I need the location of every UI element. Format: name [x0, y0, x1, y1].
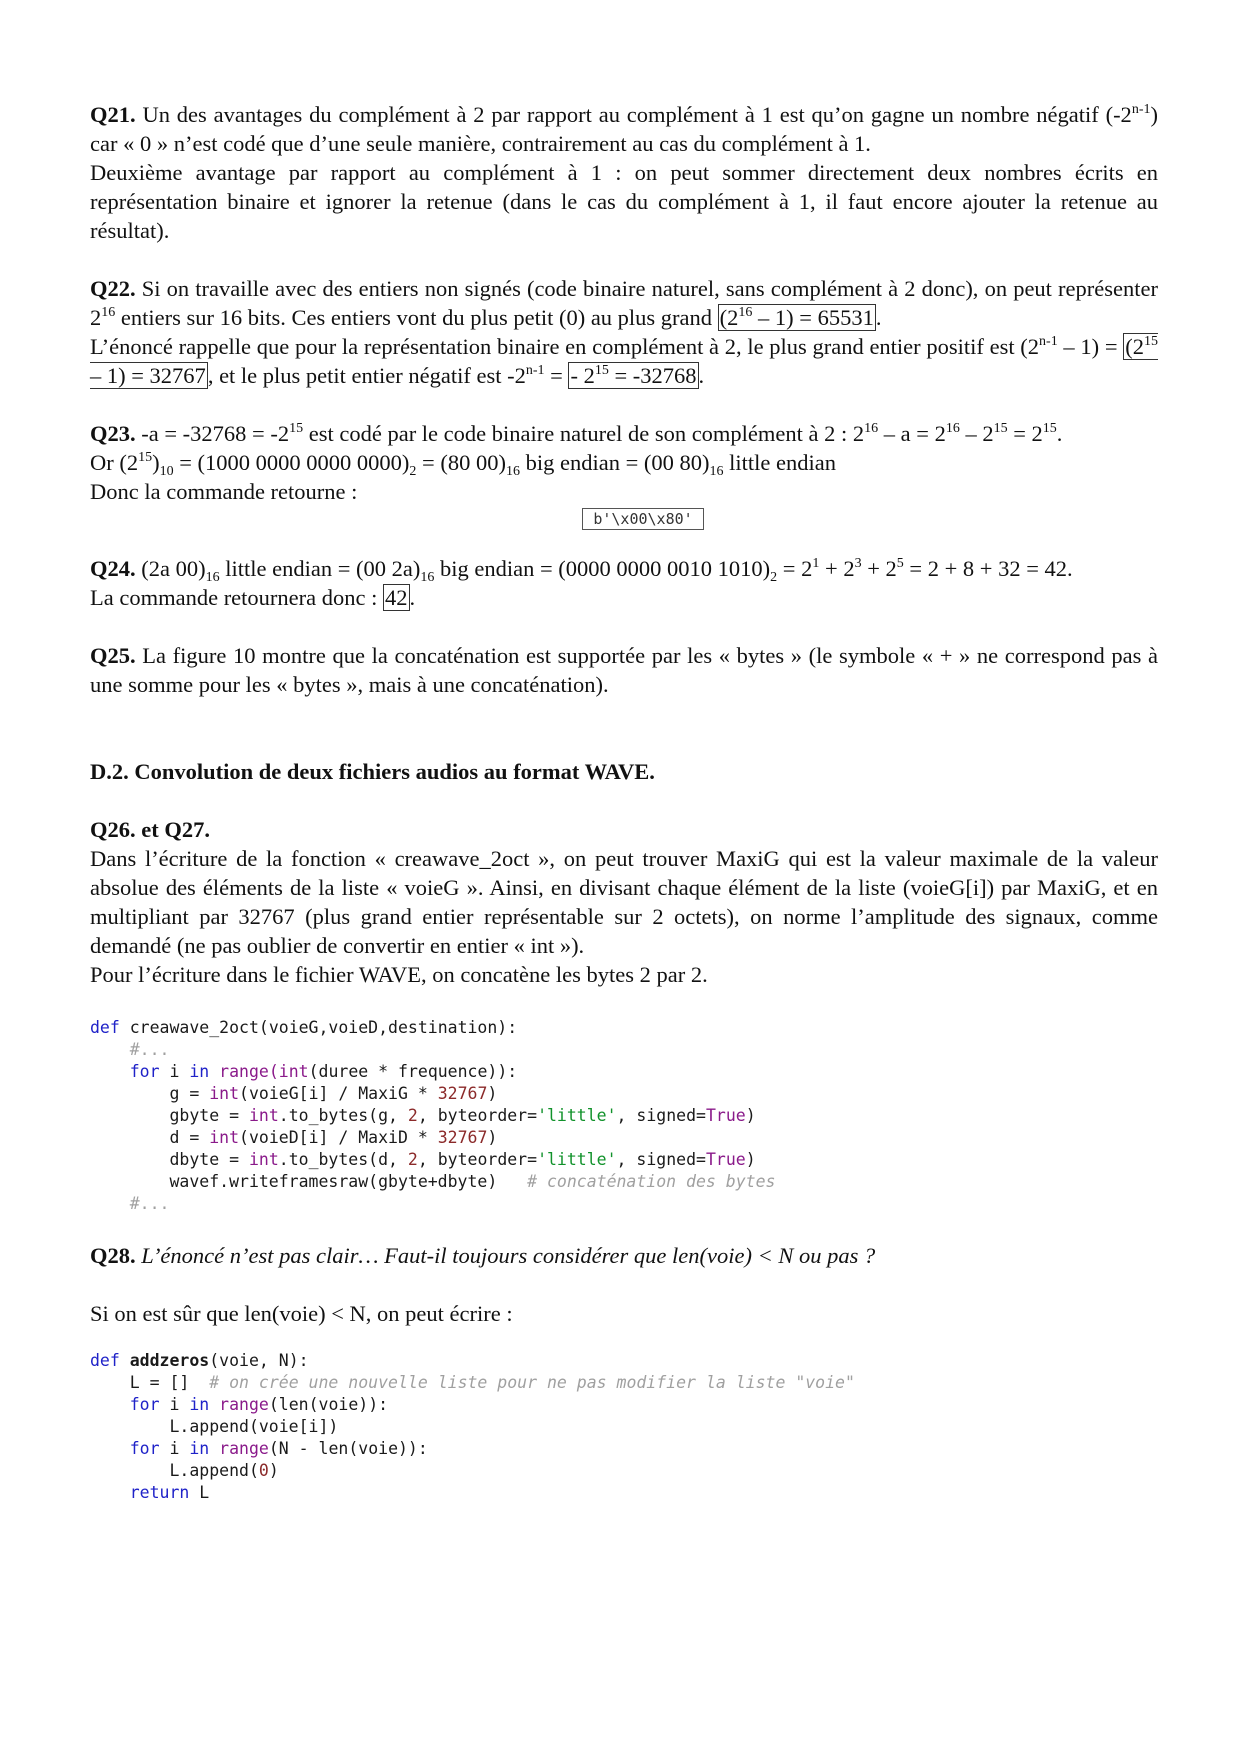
- q23-donc-line: Donc la commande retourne :: [90, 479, 358, 504]
- code-block-creawave: def creawave_2oct(voieG,voieD,destination): #... for i in range(int(duree * frequence)): g = int(voieG[i] / MaxiG * 32767) gbyte = int.to_bytes(g, 2, byteorder='little', signed=True) d = int(voieD[i] / MaxiD * 32767) dbyte = int.to_bytes(d, 2, byteorder='little', signed=True) wavef.writeframesraw(gbyte+dbyte) # concaténation des bytes #...: [90, 1018, 776, 1213]
- q21-paragraph-2: Deuxième avantage par rapport au complément à 1 : on peut sommer directement deux nombres écrits en représentation binaire et ignorer la retenue (dans le cas du complément à 1, il faut encore ajouter la retenue au résultat).: [90, 160, 1158, 243]
- document-page: [90, 100, 1158, 1504]
- section-heading-d2: D.2. Convolution de deux fichiers audios au format WAVE.: [90, 759, 655, 784]
- q26-q27-paragraph: Dans l’écriture de la fonction « creawave_2oct », on peut trouver MaxiG qui est la valeur maximale de la valeur absolue des éléments de la liste « voieG ». Ainsi, en divisant chaque élément de la liste (voieG[i]) par MaxiG, et en multipliant par 32767 (plus grand entier représentable sur 2 octets), on norme l’amplitude des signaux, comme demandé (ne pas oublier de convertir en entier « int »).: [90, 846, 1158, 958]
- q26-q27-label: Q26. et Q27.: [90, 817, 210, 842]
- q21-label: Q21.: [90, 102, 136, 127]
- q28-block: [90, 1241, 1158, 1328]
- q25-paragraph: Q25. La figure 10 montre que la concaténation est supportée par les « bytes » (le symbole « + » ne correspond pas à une somme pour les « bytes », mais à une concaténation).: [90, 643, 1158, 697]
- q28-intro: Si on est sûr que len(voie) < N, on peut écrire :: [90, 1301, 513, 1326]
- q24-block: [90, 554, 1158, 612]
- q24-paragraph: Q24. (2a $00)_{16}$ little endian = (00 $2a)_{16}$ big endian = (0000 0000 0010 $1010)_2 = 2^1 + 2^3 + 2^5 = 2 + 8 + 32 = 42$.: [90, 556, 1073, 585]
- answer-box-32767: $(2^{15} - 1) = 32767$: [90, 334, 1158, 388]
- answer-box-42: 42: [385, 585, 408, 610]
- q23-block: [90, 419, 1158, 530]
- q21-block: [90, 100, 1158, 245]
- q22-paragraph: Q22. Si on travaille avec des entiers non signés (code binaire naturel, sans complément à 2 donc), on peut représenter $2^{16}$ entiers sur 16 bits. Ces entiers vont du plus petit (0) au plus grand $(2^{16} - 1) = 65531$.: [90, 276, 1158, 330]
- q28-question: Q28. L’énoncé n’est pas clair… Faut-il toujours considérer que len(voie) < N ou pas ?: [90, 1243, 876, 1268]
- q21-paragraph: Q21. Un des avantages du complément à 2 par rapport au complément à 1 est qu’on gagne un nombre négatif (-2$^{n-1}$) car « 0 » n’est codé que d’une seule manière, contrairement au cas du complément à 1.: [90, 102, 1158, 156]
- q25-label: Q25.: [90, 643, 136, 668]
- q23-paragraph: Q23. $-a = -32768 = -2^{15}$ est codé par le code binaire naturel de son complément à 2 : $2^{16} - a = 2^{16} - 2^{15} = 2^{15}$.: [90, 421, 1063, 446]
- q23-or-line: Or $(2^{15})_{10} = (1000$ 0000 0000 $0000)_2 = (80$ $00)_{16}$ big endian = (00 $80)_{16}$ little endian: [90, 450, 836, 479]
- q22-block: [90, 274, 1158, 390]
- answer-box-minus-32768: - $2^{15} = -32768$: [570, 363, 697, 388]
- q22-label: Q22.: [90, 276, 136, 301]
- q26-q27-paragraph-2: Pour l’écriture dans le fichier WAVE, on concatène les bytes 2 par 2.: [90, 962, 708, 987]
- q22-paragraph-2: L’énoncé rappelle que pour la représentation binaire en complément à 2, le plus grand entier positif est $(2^{n-1} - 1) = (2^{15} - 1) = 32767$, et le plus petit entier négatif est $-2^{n-1}$ = - $2^{15} = -32768$.: [90, 334, 1158, 388]
- q24-result-line: La commande retournera donc : 42.: [90, 585, 416, 610]
- answer-box-65531: $(2^{16} - 1) = 65531$: [719, 305, 874, 330]
- q25-block: [90, 641, 1158, 699]
- q26-q27-block: [90, 815, 1158, 989]
- q28-label: Q28.: [90, 1243, 136, 1268]
- code-block-addzeros: def addzeros(voie, N): L = [] # on crée une nouvelle liste pour ne pas modifier la liste "voie" for i in range(len(voie)): L.append(voie[i]) for i in range(N - len(voie)): L.append(0) return L: [90, 1351, 855, 1502]
- q23-output-wrapper: [90, 508, 1158, 530]
- q24-label: Q24.: [90, 556, 136, 581]
- q23-label: Q23.: [90, 421, 136, 446]
- q23-command-output: b'\x00\x80': [582, 508, 703, 530]
